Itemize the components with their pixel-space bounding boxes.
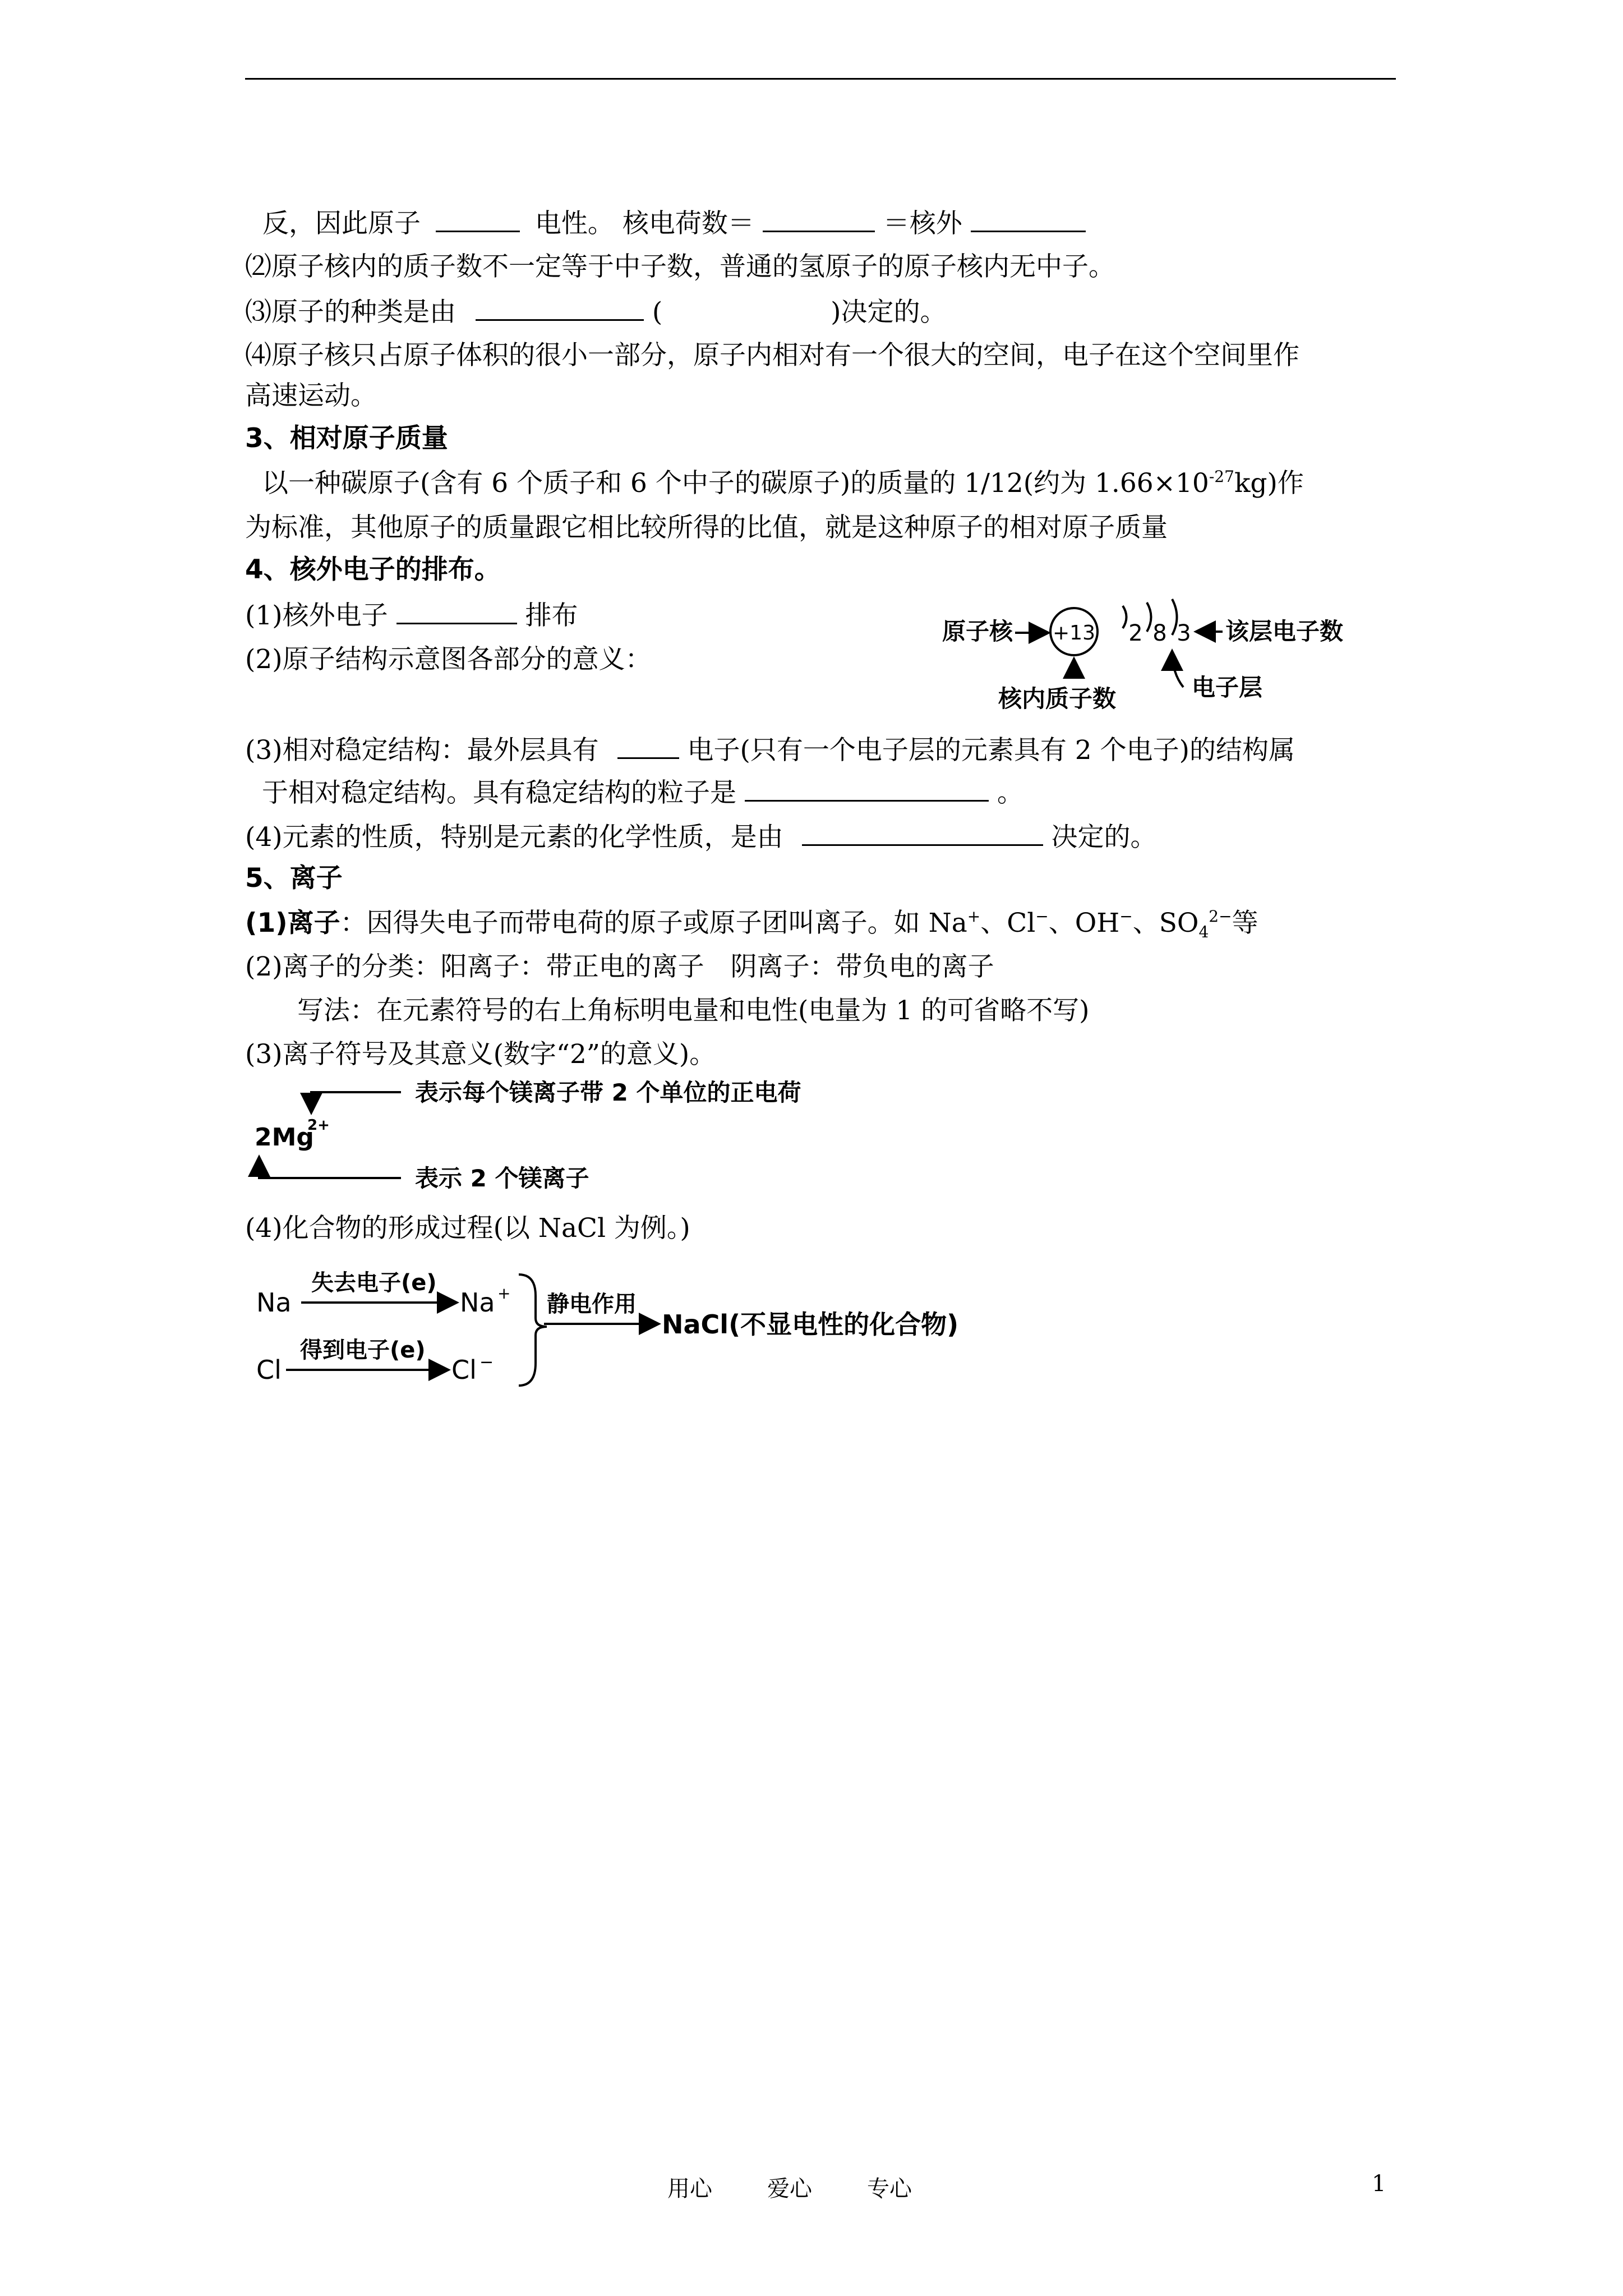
- heading-relative-mass: 3、相对原子质量: [245, 423, 448, 454]
- text: 以一种碳原子(含有 6 个质子和 6 个中子的碳原子)的质量的 1/12(约为 1.66×10: [262, 468, 1209, 499]
- arrow: [311, 1092, 401, 1113]
- text: 排布: [525, 600, 578, 631]
- na-ion: Na: [460, 1287, 495, 1318]
- superscript: −: [1035, 907, 1049, 926]
- header-rule: [245, 78, 1396, 80]
- line-high-speed: 高速运动。: [245, 380, 377, 411]
- shell-1-count: 2: [1128, 620, 1143, 646]
- ion-symbol-diagram: [247, 1073, 920, 1202]
- shell-arc: [1147, 602, 1151, 632]
- gain-electron-label: 得到电子(e): [300, 1337, 426, 1363]
- text: )决定的。: [831, 297, 947, 328]
- text: 电性。 核电荷数＝: [534, 208, 754, 239]
- shell-2-count: 8: [1152, 620, 1167, 646]
- exponent: -27: [1209, 467, 1234, 486]
- blank: [396, 598, 517, 624]
- line-proton-neutron: ⑵原子核内的质子数不一定等于中子数，普通的氢原子的原子核内无中子。: [245, 251, 1115, 282]
- line-relative-mass-definition: 为标准，其他原子的质量跟它相比较所得的比值，就是这种原子的相对原子质量: [245, 512, 1168, 543]
- brace: [519, 1274, 547, 1386]
- page-number: 1: [1372, 2171, 1386, 2197]
- lose-electron-label: 失去电子(e): [311, 1270, 437, 1296]
- ion-symbol: 2Mg: [255, 1123, 314, 1152]
- text: ＝核外: [883, 208, 962, 239]
- text: ：因得失电子而带电荷的原子或原子团叫离子。如 Na: [340, 908, 967, 938]
- text: 、SO: [1132, 908, 1199, 938]
- text: 电子(只有一个电子层的元素具有 2 个电子)的结构属: [687, 735, 1295, 766]
- protons-label: 核内质子数: [998, 685, 1117, 712]
- blank: [476, 295, 644, 321]
- blank: [971, 206, 1086, 232]
- line-element-properties: [245, 820, 1156, 854]
- blank: [802, 820, 1043, 846]
- line-atom-charge: [262, 206, 1086, 241]
- line-ion-writing: 写法：在元素符号的右上角标明电量和电性(电量为 1 的可省略不写): [297, 995, 1090, 1026]
- subscript: 4: [1198, 923, 1209, 941]
- blank: [617, 733, 679, 759]
- charge-meaning-label: 表示每个镁离子带 2 个单位的正电荷: [415, 1079, 801, 1106]
- line-diagram-meaning: (2)原子结构示意图各部分的意义：: [245, 644, 652, 675]
- text: kg)作: [1234, 468, 1304, 499]
- electrostatic-label: 静电作用: [547, 1291, 637, 1317]
- footer-motto: 专心: [867, 2176, 912, 2202]
- superscript: +: [967, 907, 981, 926]
- text: (3)相对稳定结构：最外层具有: [245, 735, 599, 766]
- line-ion-classification: (2)离子的分类：阳离子：带正电的离子 阴离子：带负电的离子: [245, 951, 994, 982]
- shell-label: 电子层: [1192, 674, 1263, 701]
- blank: [745, 775, 989, 802]
- heading-ions: 5、离子: [245, 863, 343, 894]
- ion-charge: 2+: [307, 1117, 330, 1134]
- line-ion-definition: [245, 907, 1258, 944]
- line-atom-type: [245, 295, 947, 329]
- cl-ion-charge: −: [479, 1352, 494, 1372]
- atom-structure-diagram: [937, 595, 1363, 724]
- text: (1)离子: [245, 908, 340, 938]
- text: 反，因此原子: [262, 208, 421, 239]
- text: (: [652, 297, 663, 328]
- superscript: 2−: [1209, 907, 1232, 926]
- line-stable-structure: [245, 733, 1295, 767]
- footer-motto: 用心: [667, 2176, 712, 2202]
- arrow: [1172, 651, 1183, 687]
- footer-motto: 爱心: [767, 2176, 812, 2202]
- nacl-formation-diagram: [255, 1257, 1040, 1402]
- heading-electron-arrangement: 4、核外电子的排布。: [245, 554, 501, 585]
- text: ⑶原子的种类是由: [245, 297, 456, 328]
- count-meaning-label: 表示 2 个镁离子: [415, 1165, 589, 1192]
- arrow: [259, 1157, 401, 1178]
- shell-arc: [1123, 606, 1127, 628]
- text: 。: [997, 777, 1023, 808]
- line-carbon-standard: [262, 467, 1304, 504]
- line-stable-particles: [262, 775, 1023, 810]
- text: 于相对稳定结构。具有稳定结构的粒子是: [262, 777, 736, 808]
- nucleus-charge: +13: [1053, 622, 1095, 645]
- line-electron-layers: [245, 598, 578, 633]
- text: (1)核外电子: [245, 600, 388, 631]
- text: 、OH: [1048, 908, 1120, 938]
- blank: [763, 206, 875, 232]
- shell-3-count: 3: [1177, 620, 1191, 646]
- text: 、Cl: [980, 908, 1036, 938]
- superscript: −: [1119, 907, 1133, 926]
- line-ion-symbol-meaning: (3)离子符号及其意义(数字“2”的意义)。: [245, 1039, 716, 1070]
- nucleus-label: 原子核: [942, 618, 1013, 645]
- na-ion-charge: +: [497, 1284, 511, 1303]
- cl-ion: Cl: [451, 1355, 477, 1385]
- na-atom: Na: [256, 1287, 292, 1318]
- nacl-product: NaCl(不显电性的化合物): [662, 1309, 959, 1340]
- text: 等: [1232, 908, 1258, 938]
- shell-arc: [1172, 599, 1177, 635]
- blank: [436, 206, 520, 232]
- layer-count-label: 该层电子数: [1225, 618, 1344, 645]
- text: (4)元素的性质，特别是元素的化学性质，是由: [245, 822, 783, 853]
- cl-atom: Cl: [256, 1355, 282, 1385]
- line-nucleus-size: ⑷原子核只占原子体积的很小一部分，原子内相对有一个很大的空间，电子在这个空间里作: [245, 340, 1299, 371]
- text: 决定的。: [1051, 822, 1157, 853]
- line-compound-formation: (4)化合物的形成过程(以 NaCl 为例。): [245, 1213, 690, 1244]
